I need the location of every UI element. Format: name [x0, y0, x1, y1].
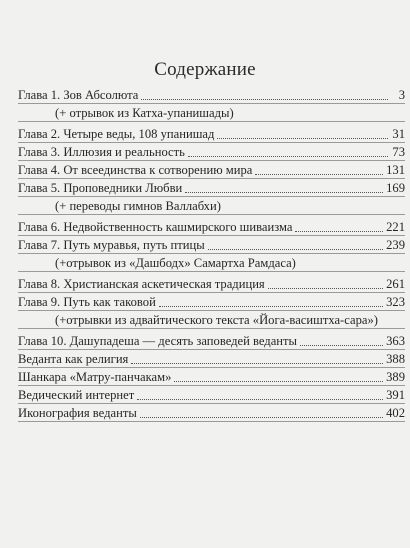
toc-entry-page: 389	[386, 370, 405, 384]
toc-entry-label: Глава 6. Недвойственность кашмирского шиваизма	[18, 220, 293, 234]
toc-entry-label: Иконография веданты	[18, 406, 137, 420]
toc-entry-page: 323	[386, 295, 405, 309]
toc-entry	[18, 143, 405, 161]
toc-title: Содержание	[154, 59, 256, 80]
dot-leader	[131, 363, 383, 364]
toc-entry-page: 239	[386, 238, 405, 252]
toc-entry	[18, 275, 405, 293]
row-divider	[18, 214, 405, 215]
dot-leader	[188, 156, 388, 157]
toc-entry-label: (+отрывок из «Дашбодх» Самартха Рамдаса)	[55, 256, 296, 270]
toc-entry-label: (+отрывки из адвайтического текста «Йога-васиштха-сара»)	[55, 313, 378, 327]
dot-leader	[268, 288, 383, 289]
toc-entry-page: 3	[398, 88, 405, 102]
toc-entry-label: Глава 8. Христианская аскетическая традиция	[18, 277, 265, 291]
toc-entry-label: Глава 2. Четыре веды, 108 упанишад	[18, 127, 215, 141]
dot-leader	[140, 417, 383, 418]
toc-entry	[18, 161, 405, 179]
toc-entry	[18, 332, 405, 350]
toc-entry-note	[18, 197, 405, 215]
toc-entry	[18, 86, 405, 104]
toc-entry-page: 169	[386, 181, 405, 195]
toc-entry-label: Глава 4. От всеединства к сотворению мира	[18, 163, 253, 177]
toc-entry-label: Веданта как религия	[18, 352, 129, 366]
toc-entry-page: 363	[386, 334, 405, 348]
toc-list	[18, 86, 405, 422]
dot-leader	[295, 231, 383, 232]
toc-entry	[18, 218, 405, 236]
toc-entry	[18, 386, 405, 404]
toc-entry-label: (+ переводы гимнов Валлабхи)	[55, 199, 221, 213]
toc-entry-page: 31	[392, 127, 405, 141]
toc-entry	[18, 293, 405, 311]
row-divider	[18, 328, 405, 329]
row-divider	[18, 271, 405, 272]
dot-leader	[137, 399, 383, 400]
toc-entry-page: 73	[392, 145, 405, 159]
dot-leader	[300, 345, 383, 346]
toc-entry	[18, 125, 405, 143]
toc-entry-note	[18, 104, 405, 122]
row-divider	[18, 421, 405, 422]
toc-entry-page: 261	[386, 277, 405, 291]
toc-entry-label: Ведический интернет	[18, 388, 135, 402]
toc-entry-label: Глава 9. Путь как таковой	[18, 295, 156, 309]
dot-leader	[208, 249, 383, 250]
toc-entry-label: Глава 5. Проповедники Любви	[18, 181, 183, 195]
toc-entry-label: Глава 1. Зов Абсолюта	[18, 88, 139, 102]
dot-leader	[185, 192, 383, 193]
toc-entry-note	[18, 311, 405, 329]
toc-entry-label: (+ отрывок из Катха-упанишады)	[55, 106, 234, 120]
toc-entry	[18, 236, 405, 254]
dot-leader	[255, 174, 383, 175]
toc-entry-label: Глава 10. Дашупадеша — десять заповедей веданты	[18, 334, 297, 348]
toc-entry-label: Шанкара «Матру-панчакам»	[18, 370, 172, 384]
toc-entry-page: 388	[386, 352, 405, 366]
toc-entry-note	[18, 254, 405, 272]
toc-entry	[18, 350, 405, 368]
toc-entry-label: Глава 3. Иллюзия и реальность	[18, 145, 185, 159]
toc-entry-label: Глава 7. Путь муравья, путь птицы	[18, 238, 205, 252]
toc-entry-page: 402	[386, 406, 405, 420]
dot-leader	[159, 306, 383, 307]
toc-entry-page: 131	[386, 163, 405, 177]
toc-entry	[18, 368, 405, 386]
toc-entry	[18, 404, 405, 422]
toc-entry-page: 221	[386, 220, 405, 234]
toc-entry	[18, 179, 405, 197]
dot-leader	[217, 138, 388, 139]
dot-leader	[141, 99, 388, 100]
row-divider	[18, 121, 405, 122]
dot-leader	[174, 381, 383, 382]
toc-entry-page: 391	[386, 388, 405, 402]
